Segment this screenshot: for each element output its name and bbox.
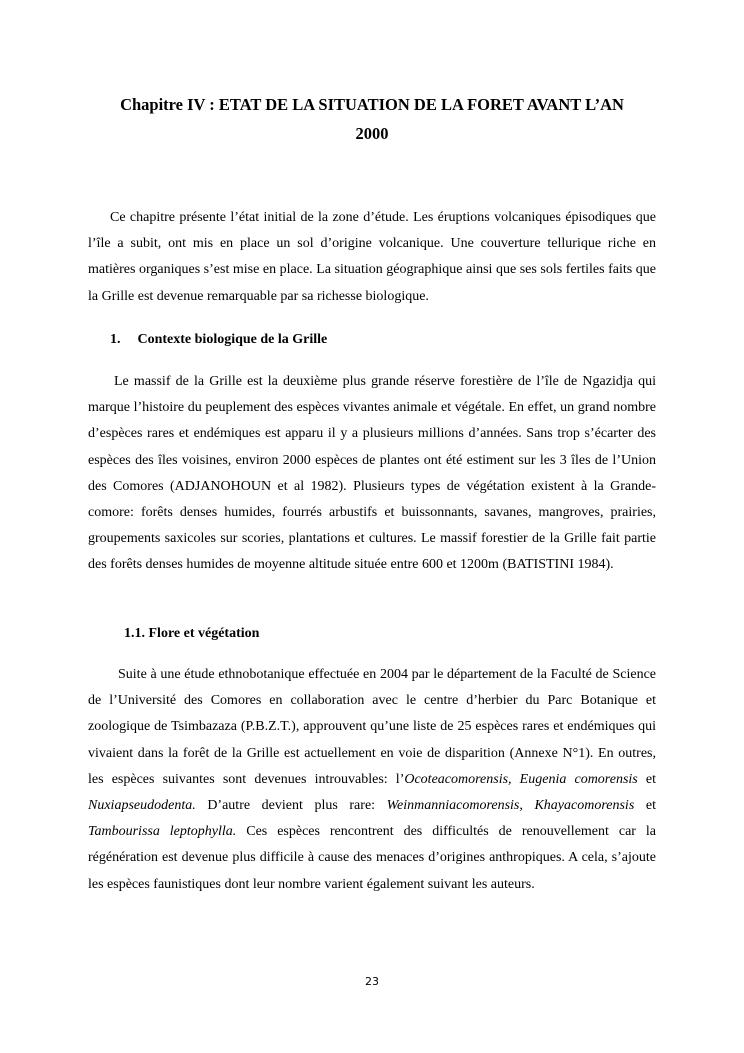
chapter-title-line1: Chapitre IV : ETAT DE LA SITUATION DE LA FORET AVANT L’AN: [120, 95, 624, 114]
section-1-paragraph: Le massif de la Grille est la deuxième plus grande réserve forestière de l’île de Ngazidja qui marque l’histoire du peuplement des espèces vivantes animale et végétale. En effet, un grand nombre d’espèces rares et endémiques est apparu il y a plusieurs millions d’années. Sans trop s’écarter des espèces des îles voisines, environ 2000 espèces de plantes ont été estiment sur les 3 îles de l’Union des Comores (ADJANOHOUN et al 1982). Plusieurs types de végétation existent à la Grande-comore: forêts denses humides, fourrés arbustifs et buissonnants, savanes, mangroves, prairies, groupements saxicoles sur scories, plantations et cultures. Le massif forestier de la Grille fait partie des forêts denses humides de moyenne altitude située entre 600 et 1200m (BATISTINI 1984).: [88, 374, 656, 573]
flore-text-b: D’autre devient plus rare:: [195, 798, 387, 814]
section-1-1-heading: 1.1. Flore et végétation: [124, 626, 260, 641]
section-1-title: Contexte biologique de la Grille: [137, 332, 328, 347]
chapter-title-line2: 2000: [355, 124, 389, 143]
flore-text-c: Ces espèces rencontrent des difficultés de renouvellement car la régénération est devenue plus difficile à cause des menaces d’origines anthropiques. A cela, s’ajoute les espèces faunistiques dont leur nombre varient également suivant les auteurs.: [88, 824, 656, 892]
section-1-number: 1.: [110, 332, 121, 347]
conjunction-2: et: [634, 798, 656, 814]
species-2: Nuxiapseudodenta.: [88, 798, 196, 814]
species-group-1: Ocoteacomorensis, Eugenia comorensis: [404, 771, 638, 787]
species-4: Tambourissa leptophylla.: [88, 824, 237, 840]
page-number: 23: [365, 975, 379, 988]
species-group-3: Weinmanniacomorensis, Khayacomorensis: [386, 798, 635, 814]
section-1-1-paragraph: [88, 662, 656, 898]
chapter-title: [88, 90, 656, 148]
section-1-heading: [110, 330, 327, 350]
conjunction-1: et: [637, 771, 656, 787]
intro-paragraph: Ce chapitre présente l’état initial de la zone d’étude. Les éruptions volcaniques épisodiques que l’île a subit, ont mis en place un sol d’origine volcanique. Une couverture tellurique riche en matières organiques s’est mise en place. La situation géographique ainsi que ses sols fertiles faits que la Grille est devenue remarquable par sa richesse biologique.: [88, 210, 656, 304]
flore-text-a: Suite à une étude ethnobotanique effectuée en 2004 par le département de la Faculté de Science de l’Université des Comores en collaboration avec le centre d’herbier du Parc Botanique et zoologique de Tsimbazaza (P.B.Z.T.), approuvent qu’une liste de 25 espèces rares et endémiques qui vivaient dans la forêt de la Grille est actuellement en voie de disparition (Annexe N°1). En outres, les espèces suivantes sont devenues introuvables: l’: [88, 667, 656, 787]
